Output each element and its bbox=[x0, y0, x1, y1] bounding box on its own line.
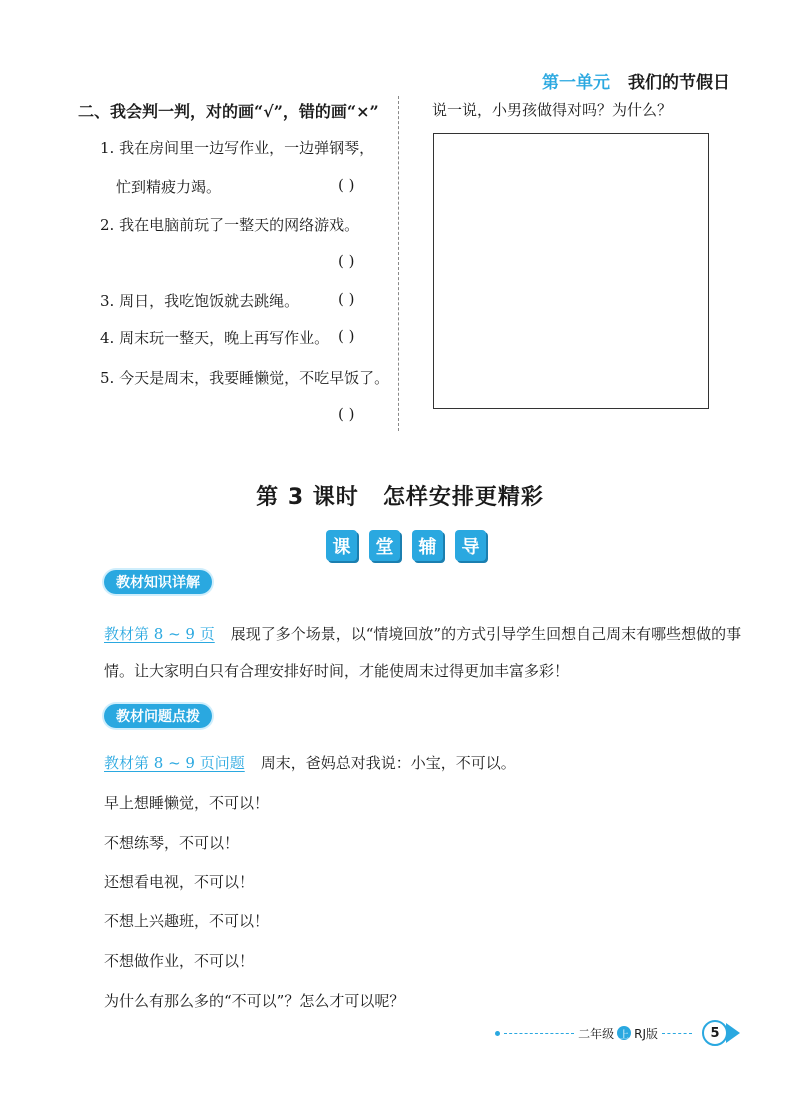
judge-item-5-line1: 5. 今天是周末，我要睡懒觉，不吃早饭了。 bbox=[100, 369, 390, 387]
tutor-char: 导 bbox=[455, 530, 486, 561]
problem-ref: 教材第 8 ~ 9 页问题 bbox=[104, 754, 245, 772]
judge-item-2-answer[interactable]: ( ) bbox=[338, 252, 355, 270]
answer-box[interactable] bbox=[433, 133, 709, 409]
knowledge-ref: 教材第 8 ~ 9 页 bbox=[104, 625, 215, 643]
page-footer bbox=[495, 1020, 740, 1046]
judge-item-5-answer[interactable]: ( ) bbox=[338, 405, 355, 423]
problem-badge: 教材问题点拨 bbox=[104, 704, 212, 728]
unit-label: 第一单元 bbox=[542, 73, 610, 93]
judge-item-3-line1: 3. 周日，我吃饱饭就去跳绳。 bbox=[100, 292, 300, 310]
footer-semester: 上 bbox=[617, 1026, 631, 1040]
unit-header bbox=[542, 68, 730, 93]
column-divider bbox=[398, 96, 399, 431]
problem-intro: 周末，爸妈总对我说：小宝，不可以。 bbox=[260, 754, 516, 772]
judge-item-1-line2: 忙到精疲力竭。 bbox=[116, 178, 222, 196]
judge-item-2-line1: 2. 我在电脑前玩了一整天的网络游戏。 bbox=[100, 216, 360, 234]
judge-item-1-line1: 1. 我在房间里一边写作业，一边弹钢琴， bbox=[100, 139, 375, 157]
lesson-heading bbox=[0, 480, 800, 511]
judge-item-4-answer[interactable]: ( ) bbox=[338, 327, 355, 345]
problem-line: 不想做作业，不可以！ bbox=[104, 952, 255, 970]
knowledge-line-1 bbox=[104, 623, 741, 644]
tutor-char: 课 bbox=[326, 530, 357, 561]
problem-line: 还想看电视，不可以！ bbox=[104, 873, 255, 891]
judge-item-1-answer[interactable]: ( ) bbox=[338, 176, 355, 194]
tutor-banner bbox=[326, 530, 486, 561]
page-number: 5 bbox=[702, 1020, 728, 1046]
lesson-number: 第 3 课时 bbox=[256, 485, 359, 510]
lesson-title: 怎样安排更精彩 bbox=[382, 485, 544, 510]
footer-edition: RJ版 bbox=[634, 1026, 658, 1041]
knowledge-text-2: 情。让大家明白只有合理安排好时间，才能使周末过得更加丰富多彩！ bbox=[104, 662, 570, 680]
problem-line: 早上想睡懒觉，不可以！ bbox=[104, 794, 270, 812]
problem-line: 为什么有那么多的“不可以”？怎么才可以呢？ bbox=[104, 992, 405, 1010]
footer-dashed-line bbox=[662, 1033, 692, 1034]
page-arrow-icon bbox=[726, 1023, 740, 1043]
problem-line: 不想练琴，不可以！ bbox=[104, 834, 240, 852]
tutor-char: 堂 bbox=[369, 530, 400, 561]
problem-intro-line bbox=[104, 752, 516, 773]
footer-grade: 二年级 bbox=[578, 1026, 615, 1041]
footer-dashed-line bbox=[504, 1033, 574, 1034]
judge-item-3-answer[interactable]: ( ) bbox=[338, 290, 355, 308]
tutor-char: 辅 bbox=[412, 530, 443, 561]
knowledge-badge: 教材知识详解 bbox=[104, 570, 212, 594]
judge-section-title: 二、我会判一判，对的画“√”，错的画“×” bbox=[78, 102, 379, 121]
problem-line: 不想上兴趣班，不可以！ bbox=[104, 912, 270, 930]
unit-title: 我们的节假日 bbox=[628, 73, 730, 93]
discussion-question: 说一说，小男孩做得对吗？为什么？ bbox=[432, 101, 673, 119]
knowledge-text-1: 展现了多个场景，以“情境回放”的方式引导学生回想自己周末有哪些想做的事 bbox=[230, 625, 742, 643]
footer-dot-icon bbox=[495, 1031, 500, 1036]
judge-item-4-line1: 4. 周末玩一整天，晚上再写作业。 bbox=[100, 329, 330, 347]
